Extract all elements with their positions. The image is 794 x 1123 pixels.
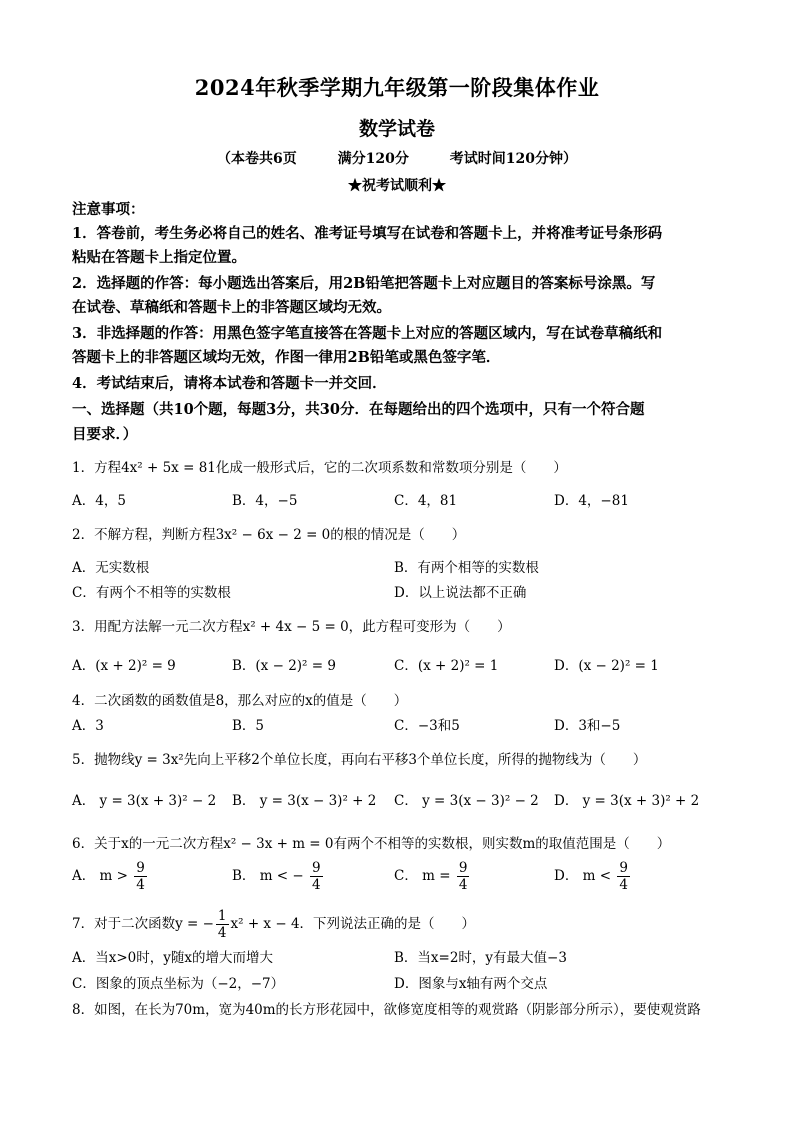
- q4-stem: 4．二次函数的函数值是8，那么对应的x的值是（ ）: [72, 693, 408, 709]
- q6-option-d-label: D． m <: [554, 868, 612, 884]
- note-3a: 3．非选择题的作答：用黑色签字笔直接答在答题卡上对应的答题区域内，写在试卷草稿纸和: [72, 325, 663, 342]
- q4-option-a: A．3: [72, 718, 104, 734]
- fraction: [617, 860, 630, 893]
- q4-option-d: D．3和−5: [554, 718, 621, 734]
- q1-option-d: D．4，−81: [554, 493, 629, 509]
- q6-option-a-label: A． m >: [72, 868, 128, 884]
- q7-stem: [72, 908, 732, 941]
- q7-option-c: C．图象的顶点坐标为（−2，−7）: [72, 976, 285, 992]
- q5-option-b: B． y = 3(x − 3)² + 2: [232, 793, 377, 809]
- note-4: 4．考试结束后，请将本试卷和答题卡一并交回．: [72, 375, 387, 392]
- q1-option-b: B．4，−5: [232, 493, 298, 509]
- fraction: [216, 908, 229, 941]
- q4-option-c: C．−3和5: [394, 718, 460, 734]
- q7-option-a: A．当x>0时，y随x的增大而增大: [72, 950, 274, 966]
- q5-stem: 5．抛物线y = 3x²先向上平移2个单位长度，再向右平移3个单位长度，所得的抛物线为（ ）: [72, 752, 647, 768]
- notes-heading: 注意事项：: [72, 201, 145, 218]
- q3-option-b: B．(x − 2)² = 9: [232, 658, 336, 674]
- q3-option-c: C．(x + 2)² = 1: [394, 658, 499, 674]
- q6-option-d: [554, 860, 632, 893]
- q7-stem-post: x² + x − 4．下列说法正确的是（ ）: [230, 916, 476, 932]
- q3-option-d: D．(x − 2)² = 1: [554, 658, 659, 674]
- q1-option-a: A．4，5: [72, 493, 126, 509]
- fraction-denominator: 4: [217, 925, 227, 941]
- q3-stem: 3．用配方法解一元二次方程x² + 4x − 5 = 0，此方程可变形为（ ）: [72, 619, 511, 635]
- fraction-denominator: 4: [458, 877, 468, 893]
- fraction-numerator: 9: [458, 860, 468, 876]
- q6-option-c-label: C． m =: [394, 868, 451, 884]
- q1-stem: 1．方程4x² + 5x = 81化成一般形式后，它的二次项系数和常数项分别是（ ）: [72, 460, 567, 476]
- fraction-denominator: 4: [312, 877, 321, 893]
- fraction-denominator: 4: [619, 877, 628, 893]
- q2-option-d: D．以上说法都不正确: [394, 585, 527, 601]
- fraction: [457, 860, 470, 893]
- section-heading-b: 目要求．）: [72, 426, 138, 443]
- note-3b: 答题卡上的非答题区域均无效，作图一律用2B铅笔或黑色签字笔．: [72, 349, 501, 366]
- fraction: [310, 860, 323, 893]
- q6-stem: 6．关于x的一元二次方程x² − 3x + m = 0有两个不相等的实数根，则实数m的取值范围是（ ）: [72, 836, 671, 852]
- info-time: 考试时间120分钟）: [449, 151, 577, 167]
- info-pages: （本卷共6页: [217, 151, 297, 167]
- note-1b: 粘贴在答题卡上指定位置。: [72, 249, 246, 266]
- fraction-numerator: 9: [312, 860, 321, 876]
- q5-option-d: D． y = 3(x + 3)² + 2: [554, 793, 700, 809]
- exam-subtitle: 数学试卷: [358, 118, 435, 140]
- fraction-numerator: 1: [217, 908, 227, 924]
- note-2b: 在试卷、草稿纸和答题卡上的非答题区域均无效。: [72, 299, 391, 316]
- q5-option-c: C． y = 3(x − 3)² − 2: [394, 793, 539, 809]
- q1-option-c: C．4，81: [394, 493, 458, 509]
- note-2a: 2．选择题的作答：每小题选出答案后，用2B铅笔把答题卡上对应题目的答案标号涂黑。写: [72, 275, 656, 292]
- q6-option-a: [72, 860, 149, 893]
- section-heading-a: 一、选择题（共10个题，每题3分，共30分．在每题给出的四个选项中，只有一个符合题: [72, 401, 645, 418]
- q2-option-c: C．有两个不相等的实数根: [72, 585, 231, 601]
- q2-stem: 2．不解方程，判断方程3x² − 6x − 2 = 0的根的情况是（ ）: [72, 527, 466, 543]
- q6-option-b: [232, 860, 325, 893]
- exam-title: 2024年秋季学期九年级第一阶段集体作业: [194, 75, 600, 100]
- info-score: 满分120分: [337, 151, 409, 167]
- fraction-numerator: 9: [136, 860, 145, 876]
- q2-option-b: B．有两个相等的实数根: [394, 560, 539, 576]
- note-1a: 1．答卷前，考生务必将自己的姓名、准考证号填写在试卷和答题卡上，并将准考证号条形码: [72, 225, 663, 242]
- q6-option-c: [394, 860, 471, 893]
- q7-option-d: D．图象与x轴有两个交点: [394, 976, 548, 992]
- q8-stem: 8．如图，在长为70m，宽为40m的长方形花园中，欲修宽度相等的观赏路（阴影部分所示），要使观赏路: [72, 1002, 701, 1018]
- fraction: [134, 860, 147, 893]
- q3-option-a: A．(x + 2)² = 9: [72, 658, 176, 674]
- q2-option-a: A．无实数根: [72, 560, 150, 576]
- q7-option-b: B．当x=2时，y有最大值−3: [394, 950, 567, 966]
- q5-option-a: A． y = 3(x + 3)² − 2: [72, 793, 217, 809]
- exam-info: [0, 148, 794, 168]
- fraction-numerator: 9: [619, 860, 628, 876]
- q7-stem-pre: 7．对于二次函数y = −: [72, 916, 214, 932]
- fraction-denominator: 4: [136, 877, 145, 893]
- q4-option-b: B．5: [232, 718, 265, 734]
- q6-option-b-label: B． m < −: [232, 868, 304, 884]
- good-luck-line: ★祝考试顺利★: [348, 178, 446, 194]
